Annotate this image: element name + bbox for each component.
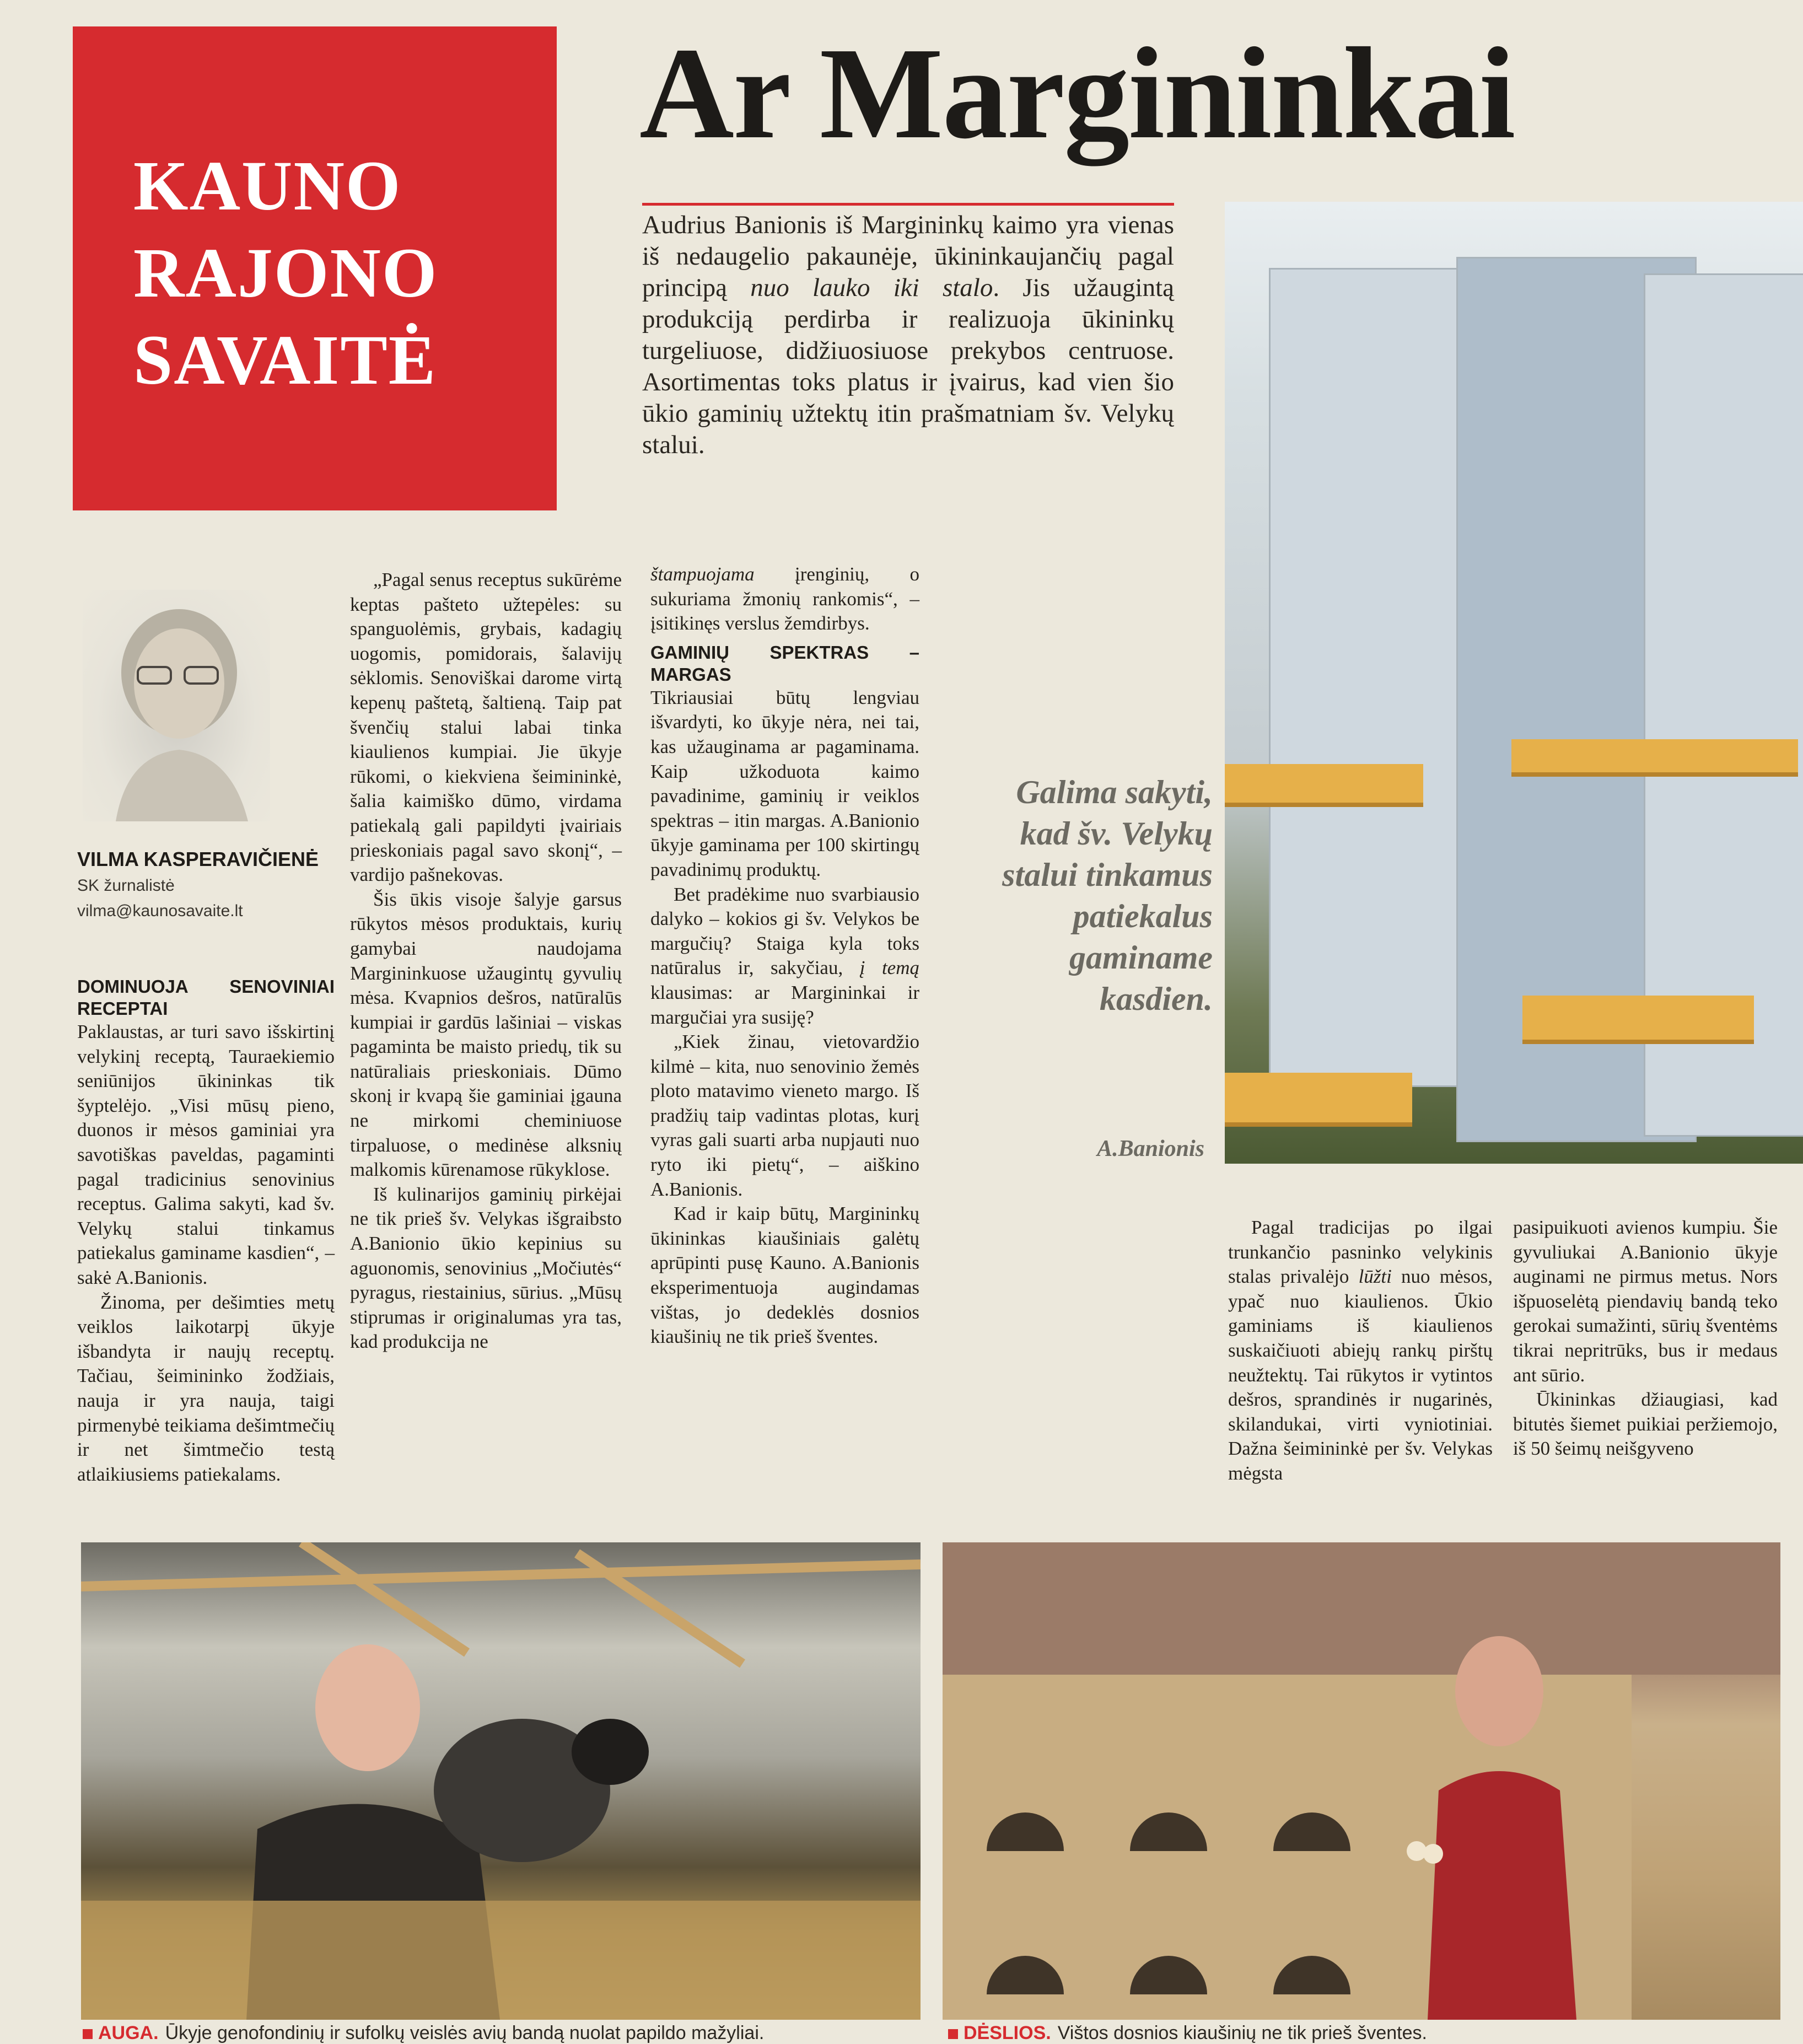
paragraph: „Kiek žinau, vietovardžio kilmė – kita, nuo senovinio žemės ploto matavimo vieneto margo. Iš pradžių taip vadintas plotas, kurį vyras gali suarti arba nupjauti nuo ryto iki pietų“, – aiškino A.Banionis.: [650, 1031, 919, 1200]
landing-board: [1225, 764, 1423, 807]
section-title: KAUNO RAJONO SAVAITĖ: [133, 147, 438, 399]
paragraph: [650, 562, 919, 636]
paragraph: Žinoma, per dešimties metų veiklos laikotarpį ūkyje išbandyta ir naujų receptų. Tačiau, šeimininko žodžiais, nauja ir yra nauja, taigi pirmenybė teikiama dešimtmečių ir net šimtmečio testą atlaikiusiems patiekalams.: [77, 1291, 335, 1485]
paragraph: [650, 883, 919, 1030]
nest-boxes-scene: [943, 1542, 1780, 2020]
caption-marker: [83, 2029, 93, 2039]
lead-paragraph: [642, 209, 1174, 461]
lead-rule: [642, 203, 1174, 206]
headline: Ar Margininkai: [639, 21, 1515, 166]
caption-tag: AUGA.: [98, 2023, 159, 2043]
article-column-3: [650, 562, 919, 1349]
caption-text: Vištos dosnios kiaušinių ne tik prieš šventes.: [1057, 2023, 1427, 2043]
article-column-4: [1228, 1215, 1493, 1486]
pull-quote-source: A.Banionis: [1097, 1136, 1204, 1161]
paragraph: Šis ūkis visoje šalyje garsus rūkytos mėsos produktais, kurių gamybai naudojama Margininkuose užaugintų gyvulių mėsa. Kvapnios dešros, natūralūs kumpiai ir gardūs lašiniai – viskas pagaminta be maisto priedų, tik su natūraliais prieskoniais. Dūmo skonį ir kvapą šie gaminiai įgauna ne mirkomi cheminiuose tirpaluose, o medinėse alksnių malkomis kūrenamose rūkyklose.: [350, 888, 622, 1181]
paragraph-text: įrenginių, o sukuriama žmonių rankomis“, – įsitikinęs verslus žemdirbys.: [650, 563, 919, 634]
paragraph: Kad ir kaip būtų, Margininkų ūkininkas kiaušiniais galėtų aprūpinti pusę Kauno. A.Banionis eksperimentuoja augindamas vištas, jo dedeklės dosnios kiaušinių ne tik prieš šventes.: [650, 1203, 919, 1348]
paragraph: Tikriausiai būtų lengviau išvardyti, ko ūkyje nėra, nei tai, kas užauginama ar pagaminama. Kaip užkoduota kaimo pavadinime, gaminių ir veiklos spektras – itin margas. A.Banionio ūkyje gaminama per 100 skirtingų pavadinimų produktų.: [650, 686, 919, 880]
caption-marker: [948, 2029, 958, 2039]
nest-boxes-photo: [943, 1542, 1780, 2020]
italic-word: lūžti: [1358, 1266, 1392, 1288]
article-column-5: [1513, 1215, 1778, 1461]
subheading: GAMINIŲ SPEKTRAS – MARGAS: [650, 642, 919, 685]
author-role: SK žurnalistė: [77, 876, 175, 895]
caption-right: [948, 2022, 1427, 2044]
lamb-photo-scene: [81, 1542, 921, 2020]
article-column-2: [350, 568, 622, 1354]
paragraph: Paklaustas, ar turi savo išskirtinį velykinį receptą, Tauraekiemio seniūnijos ūkininkas tik šyptelėjo. „Visi mūsų pieno, duonos ir mėsos gaminiai yra savotiškas paveldas, pagaminti pagal tradicinius senovinius receptus. Galima sakyti, kad šv. Velykų stalui tinkamus patiekalus gaminame kasdien“, – sakė A.Banionis.: [77, 1021, 335, 1288]
lead-text-1: Audrius Banionis iš Margininkų kaimo yra vienas iš nedaugelio pakaunėje, ūkininkaujančių pagal principą: [642, 211, 1174, 302]
caption-left: [83, 2022, 764, 2044]
paragraph: Ūkininkas džiaugiasi, kad bitutės šiemet puikiai peržiemojo, iš 50 šeimų neišgyveno: [1513, 1389, 1778, 1460]
author-email[interactable]: vilma@kaunosavaite.lt: [77, 902, 243, 920]
caption-text: Ūkyje genofondinių ir sufolkų veislės avių bandą nuolat papildo mažyliai.: [165, 2023, 765, 2043]
landing-board: [1225, 1073, 1412, 1127]
paragraph-text: klausimas: ar Margininkai ir margučiai yra susiję?: [650, 981, 919, 1028]
landing-board: [1511, 739, 1798, 777]
paragraph-text: Pagal tradicijas po ilgai trunkančio pasninko velykinis stalas privalėjo: [1228, 1217, 1493, 1288]
caption-tag: DĖSLIOS.: [964, 2023, 1051, 2043]
paragraph: [1228, 1215, 1493, 1486]
lead-italic: nuo lauko iki stalo: [750, 273, 993, 302]
author-portrait: [83, 590, 270, 821]
paragraph-text: nuo mėsos, ypač nuo kiaulienos. Ūkio gaminiams iš kiaulienos suskaičiuoti abiejų rankų pirštų neužtektų. Tai rūkytos ir vytintos dešros, sprandinės ir nugarinės, skilandukai, virti vyniotiniai. Dažna šeimininkė per šv. Velykas mėgsta: [1228, 1266, 1493, 1484]
paragraph-text: Bet pradėkime nuo svarbiausio dalyko – kokios gi šv. Velykos be margučių? Staiga kyla toks natūralus ir, sakyčiau,: [650, 883, 919, 979]
paragraph: pasipuikuoti avienos kumpiu. Šie gyvuliukai A.Banionio ūkyje auginami ne pirmus metus. Nors išpuoselėtą piendavių bandą teko gerokai sumažinti, sūrių šventėms tikrai nepritrūks, bus ir medaus ant sūrio.: [1513, 1217, 1778, 1386]
lamb-photo: [81, 1542, 921, 2020]
italic-phrase: į temą: [859, 957, 919, 979]
subheading: DOMINUOJA SENOVINIAI RECEPTAI: [77, 976, 335, 1019]
pull-quote: Galima sakyti, kad šv. Velykų stalui tinkamus patiekalus gaminame kasdien.: [1002, 774, 1213, 1017]
landing-board: [1522, 996, 1754, 1044]
italic-word: štampuojama: [650, 563, 755, 585]
beehives-photo: [1225, 202, 1803, 1164]
author-name: VILMA KASPERAVIČIENĖ: [77, 848, 319, 870]
author-portrait-sketch: [83, 590, 270, 821]
lead-text-2: . Jis užaugintą produkciją perdirba ir realizuoja ūkininkų turgeliuose, didžiuosiuose prekybos centruose. Asortimentas toks platus ir įvairus, kad vien šio ūkio gaminių užtektų itin prašmatniam šv. Velykų stalui.: [642, 273, 1174, 459]
article-column-1: [77, 970, 335, 1487]
paragraph: „Pagal senus receptus sukūrėme keptas pašteto užtepėles: su spanguolėmis, grybais, kadagių uogomis, pomidorais, šalavijų sėklomis. Senoviškai darome virtą kepenų paštetą, šaltieną. Taip pat švenčių stalui labai tinka kiaulienos kumpiai. Jie ūkyje rūkomi, o kiekviena šeimininkė, šalia kaimiško dūmo, virdama patiekalą gali papildyti įvairiais prieskoniais pagal savo skonį“, – vardijo pašnekovas.: [350, 569, 622, 886]
section-label-box: [73, 26, 557, 510]
paragraph: Iš kulinarijos gaminių pirkėjai ne tik prieš šv. Velykas išgraibsto A.Banionio ūkio kepinius su aguonomis, senovinius „Močiutės“ pyragus, riestainius, sūrius. „Mūsų stiprumas ir originalumas yra tas, kad produkcija ne: [350, 1183, 622, 1353]
